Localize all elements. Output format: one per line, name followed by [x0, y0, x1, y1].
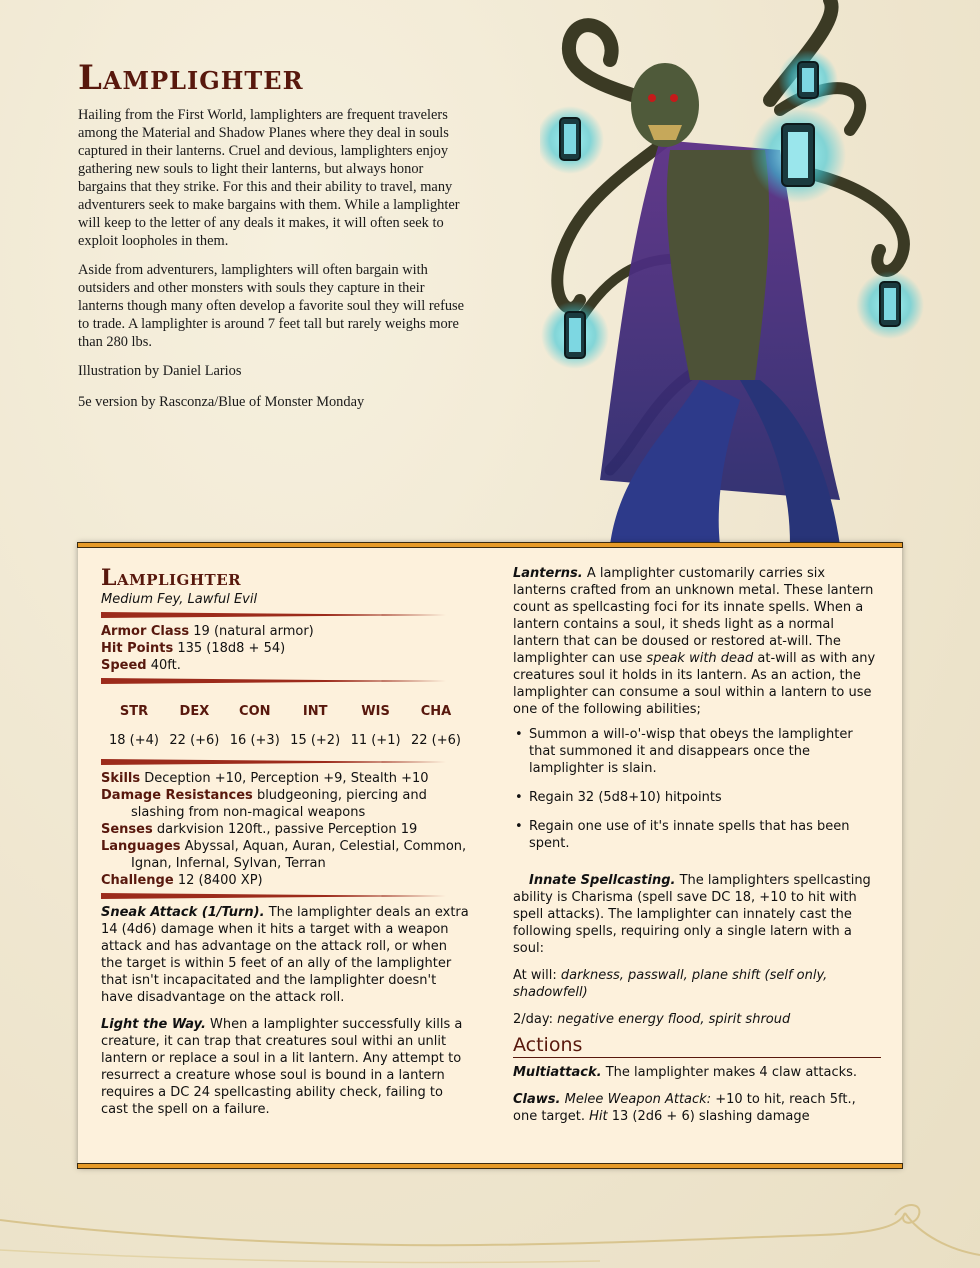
- stat-block-bottom-bar: [77, 1163, 903, 1169]
- monster-name: Lamplighter: [101, 565, 242, 591]
- trait-name: Innate Spellcasting.: [529, 873, 676, 888]
- trait-text: The lamplighters spellcasting ability is Charisma (spell save DC 18, +10 to hit with spell attacks). The lamplighter can innately cast the following spells, requiring only a single latern with a soul:: [513, 873, 871, 956]
- action-text: 13 (2d6 + 6) slashing damage: [611, 1109, 810, 1124]
- ability-value: 22 (+6): [169, 733, 220, 748]
- stat-block: [78, 543, 902, 1168]
- trait-lanterns: [513, 565, 881, 718]
- ability-name: CON: [239, 704, 271, 719]
- list-item: • Summon a will-o'-wisp that obeys the lamplighter that summoned it and disappears once the lamplighter is slain.: [529, 726, 881, 777]
- ability-value: 22 (+6): [410, 733, 461, 748]
- armor-class: [101, 623, 469, 640]
- skills: [101, 770, 469, 787]
- list-item: • Regain 32 (5d8+10) hitpoints: [529, 789, 881, 806]
- spell-name: speak with dead: [646, 651, 754, 666]
- footer-flourish: [0, 1195, 980, 1268]
- hit-points-value: 135 (18d8 + 54): [177, 641, 286, 656]
- action-name: Claws.: [513, 1092, 561, 1107]
- action-claws: [513, 1091, 881, 1125]
- hit-points-label: Hit Points: [101, 641, 174, 656]
- lamplighter-illustration: [540, 0, 940, 545]
- skills-value: Deception +10, Perception +9, Stealth +10: [144, 771, 429, 786]
- ability-name: INT: [302, 704, 328, 719]
- trait-text: at-will as with any creatures soul it holds in its lantern. As an action, the lamplighter can consume a soul within a lantern to use one of the following abilities;: [513, 651, 876, 717]
- action-name: Multiattack.: [513, 1065, 602, 1080]
- spells-per-day: [513, 1011, 881, 1028]
- spells-per-day-list: negative energy flood, spirit shroud: [557, 1012, 791, 1027]
- speed-value: 40ft.: [150, 658, 181, 673]
- list-item: • Regain one use of it's innate spells that has been spent.: [529, 818, 881, 852]
- spells-at-will-label: At will:: [513, 968, 557, 983]
- action-text: The lamplighter makes 4 claw attacks.: [605, 1065, 858, 1080]
- divider: [101, 678, 469, 684]
- trait-name: Sneak Attack (1/Turn).: [101, 905, 265, 920]
- damage-resistances-label: Damage Resistances: [101, 788, 253, 803]
- ability-con: [226, 703, 284, 749]
- speed-label: Speed: [101, 658, 147, 673]
- ability-scores: [101, 689, 469, 755]
- hit-points: [101, 640, 469, 657]
- stat-block-left-column: [101, 565, 469, 1128]
- languages: [101, 838, 469, 872]
- spells-at-will: [513, 967, 881, 1001]
- trait-text: When a lamplighter successfully kills a creature, it can trap that creatures soul withi an unlit lantern or replace a soul in a lit lantern. Any attempt to resurrect a creature whose soul is bound in a lantern requires a DC 24 spellcasting ability check, failing to cast the spell on a failure.: [101, 1017, 463, 1117]
- speed: [101, 657, 469, 674]
- page-title: Lamplighter: [78, 58, 304, 98]
- trait-innate-spellcasting: [513, 872, 881, 957]
- challenge-label: Challenge: [101, 873, 174, 888]
- lantern-abilities-list: [513, 726, 881, 852]
- senses-label: Senses: [101, 822, 153, 837]
- ability-value: 16 (+3): [229, 733, 280, 748]
- stat-block-top-bar: [77, 542, 903, 548]
- ability-wis: [347, 703, 405, 749]
- damage-resistances: [101, 787, 469, 821]
- ability-str: [105, 703, 163, 749]
- divider: [101, 759, 469, 765]
- attack-type: Melee Weapon Attack:: [564, 1092, 712, 1107]
- trait-text: A lamplighter customarily carries six lanterns crafted from an unknown metal. These lantern count as spellcasting foci for its innate spells. When a lantern contains a soul, it sheds light as a normal lantern that can be doused or restored at-will. The lamplighter can use: [513, 566, 874, 666]
- spells-per-day-label: 2/day:: [513, 1012, 553, 1027]
- ability-dex: [165, 703, 223, 749]
- intro-paragraph-2: Aside from adventurers, lamplighters will often bargain with outsiders and other monsters with souls they capture in their lanterns though many often develop a favorite soul they will refuse to trade. A lamplighter is around 7 feet tall but rarely weighs more than 280 lbs.: [78, 262, 465, 350]
- senses: [101, 821, 469, 838]
- trait-name: Lanterns.: [513, 566, 583, 581]
- ability-name: CHA: [420, 704, 452, 719]
- damage-resistances-value: bludgeoning, piercing and slashing from non-magical weapons: [131, 788, 427, 820]
- intro-section: [78, 58, 470, 424]
- armor-class-label: Armor Class: [101, 624, 190, 639]
- illustration-credit: Illustration by Daniel Larios: [78, 363, 242, 379]
- trait-sneak-attack: [101, 904, 469, 1006]
- trait-text: The lamplighter deals an extra 14 (4d6) damage when it hits a target with a weapon attack and has advantage on the attack roll, or when the target is within 5 feet of an ally of the lamplighter that isn't incapacitated and the lamplighter doesn't have disadvantage on the attack roll.: [101, 905, 469, 1005]
- ability-name: DEX: [179, 704, 210, 719]
- ability-value: 11 (+1): [350, 733, 401, 748]
- action-multiattack: [513, 1064, 881, 1081]
- divider: [101, 612, 469, 618]
- languages-value: Abyssal, Aquan, Auran, Celestial, Common, Ignan, Infernal, Sylvan, Terran: [131, 839, 467, 871]
- trait-name: Light the Way.: [101, 1017, 206, 1032]
- ability-name: STR: [119, 704, 149, 719]
- challenge-value: 12 (8400 XP): [177, 873, 263, 888]
- ability-value: 15 (+2): [290, 733, 341, 748]
- intro-paragraph-1: Hailing from the First World, lamplighters are frequent travelers among the Material and Shadow Planes where they deal in souls captured in their lanterns. Cruel and devious, lamplighters enjoy gathering new souls to light their lanterns, but always honor bargains that they strike. For this and their ability to travel, many adventurers seek to make bargains with them. While a lamplighter will keep to the letter of any deals it makes, it will often seek to exploit loopholes in them.: [78, 107, 460, 249]
- trait-light-the-way: [101, 1016, 469, 1118]
- action-text: +10 to hit, reach 5ft., one target.: [513, 1092, 856, 1124]
- version-credit: 5e version by Rasconza/Blue of Monster Monday: [78, 394, 365, 410]
- languages-label: Languages: [101, 839, 181, 854]
- armor-class-value: 19 (natural armor): [193, 624, 314, 639]
- ability-name: WIS: [361, 704, 390, 719]
- stat-block-right-column: [513, 565, 881, 1135]
- hit-label: Hit: [589, 1109, 608, 1124]
- challenge: [101, 872, 469, 889]
- spells-at-will-list: darkness, passwall, plane shift (self only, shadowfell): [513, 968, 828, 1000]
- ability-value: 18 (+4): [109, 733, 159, 748]
- skills-label: Skills: [101, 771, 141, 786]
- actions-heading: Actions: [513, 1034, 881, 1058]
- senses-value: darkvision 120ft., passive Perception 19: [156, 822, 418, 837]
- ability-cha: [407, 703, 465, 749]
- ability-int: [286, 703, 344, 749]
- monster-type: Medium Fey, Lawful Evil: [101, 592, 258, 607]
- divider: [101, 893, 469, 899]
